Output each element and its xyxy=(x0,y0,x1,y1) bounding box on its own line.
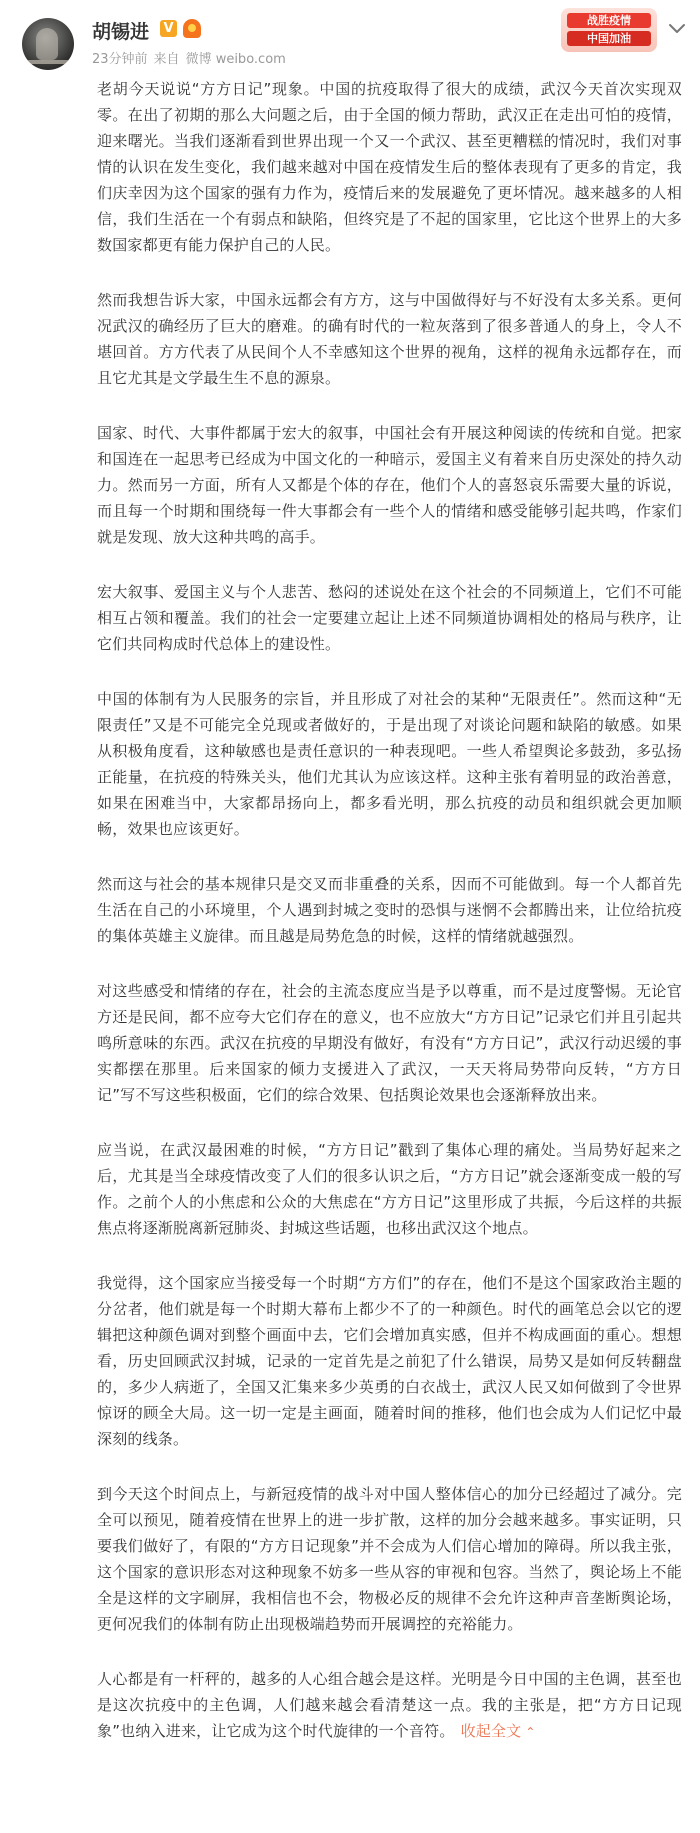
post-paragraph-text: 人心都是有一杆秤的，越多的人心组合越会是这样。光明是今日中国的主色调，甚至也是这次抗疫中的主色调，人们越来越会看清楚这一点。我的主张是，把“方方日记现象”也纳入进来，让它成为这个时代旋律的一个音符。 xyxy=(97,1670,682,1740)
post-body xyxy=(97,76,682,1745)
collapse-full-text-link[interactable] xyxy=(461,1722,536,1740)
post-paragraph: 我觉得，这个国家应当接受每一个时期“方方们”的存在，他们不是这个国家政治主题的分岔者，他们就是每一个时期大幕布上都少不了的一种颜色。时代的画笔总会以它的逻辑把这种颜色调对到整个画面中去，它们会增加真实感，但并不构成画面的重心。想想看，历史回顾武汉封城，记录的一定首先是之前犯了什么错误，局势又是如何反转翻盘的，多少人病逝了，全国又汇集来多少英勇的白衣战士，武汉人民又如何做到了令世界惊讶的顾全大局。这一切一定是主画面，随着时间的推移，他们也会成为人们记忆中最深刻的线条。 xyxy=(97,1274,682,1448)
avatar-figure xyxy=(36,28,58,60)
post-paragraph: 对这些感受和情绪的存在，社会的主流态度应当是予以尊重，而不是过度警惕。无论官方还是民间，都不应夸大它们存在的意义，也不应放大“方方日记”记录它们并且引起共鸣所意味的东西。武汉在抗疫的早期没有做好，有没有“方方日记”，武汉行动迟缓的事实都摆在那里。后来国家的倾力支援进入了武汉，一天天将局势带向反转，“方方日记”写不写这些积极面，它们的综合效果、包括舆论效果也会逐渐释放出来。 xyxy=(97,982,682,1104)
post-paragraph: 宏大叙事、爱国主义与个人悲苦、愁闷的述说处在这个社会的不同频道上，它们不可能相互占领和覆盖。我们的社会一定要建立起让上述不同频道协调相处的格局与秩序，让它们共同构成时代总体上的建设性。 xyxy=(97,583,682,653)
avatar[interactable] xyxy=(22,18,74,70)
post-paragraph: 然而这与社会的基本规律只是交叉而非重叠的关系，因而不可能做到。每一个人都首先生活在自己的小环境里，个人遇到封城之变时的恐惧与迷惘不会都腾出来，让位给抗疫的集体英雄主义旋律。而且越是局势危急的时候，这样的情绪就越强烈。 xyxy=(97,875,682,945)
verified-v-icon: V xyxy=(160,20,177,37)
post-header xyxy=(0,0,700,80)
post-time[interactable]: 23分钟前 xyxy=(92,52,148,67)
source-prefix: 来自 xyxy=(153,52,180,67)
author-name[interactable]: 胡锡进 xyxy=(92,21,150,43)
campaign-badge[interactable] xyxy=(561,8,657,52)
post-paragraph: 国家、时代、大事件都属于宏大的叙事，中国社会有开展这种阅读的传统和自觉。把家和国连在一起思考已经成为中国文化的一种暗示，爱国主义有着来自历史深处的持久动力。然而另一方面，所有人又都是个体的存在，他们个人的喜怒哀乐需要大量的诉说，而且每一个时期和围绕每一件大事都会有一些个人的情绪和感受能够引起共鸣，作家们就是发现、放大这种共鸣的高手。 xyxy=(97,424,682,546)
campaign-badge-line2: 中国加油 xyxy=(567,31,651,46)
post-paragraph: 到今天这个时间点上，与新冠疫情的战斗对中国人整体信心的加分已经超过了减分。完全可以预见，随着疫情在世界上的进一步扩散，这样的加分会越来越多。事实证明，只要我们做好了，有限的“方方日记现象”并不会成为人们信心增加的障碍。所以我主张，这个国家的意识形态对这种现象不妨多一些从容的审视和包容。当然了，舆论场上不能全是这样的文字刷屏，我相信也不会，物极必反的规律不会允许这种声音垄断舆论场，更何况我们的体制有防止出现极端趋势而开展调控的充裕能力。 xyxy=(97,1485,682,1633)
campaign-badge-line1: 战胜疫情 xyxy=(567,13,651,28)
member-level-icon xyxy=(183,19,201,38)
post-paragraph: 应当说，在武汉最困难的时候，“方方日记”戳到了集体心理的痛处。当局势好起来之后，尤其是当全球疫情改变了人们的很多认识之后，“方方日记”就会逐渐变成一般的写作。之前个人的小焦虑和公众的大焦虑在“方方日记”这里形成了共振，今后这样的共振焦点将逐渐脱离新冠肺炎、封城这些话题，也移出武汉这个地点。 xyxy=(97,1141,682,1237)
post-paragraph: 老胡今天说说“方方日记”现象。中国的抗疫取得了很大的成绩，武汉今天首次实现双零。在出了初期的那么大问题之后，由于全国的倾力帮助，武汉正在走出可怕的疫情，迎来曙光。当我们逐渐看到世界出现一个又一个武汉、甚至更糟糕的情况时，我们对事情的认识在发生变化，我们越来越对中国在疫情发生后的整体表现有了更多的肯定，我们庆幸因为这个国家的强有力作为，疫情后来的发展避免了更坏情况。越来越多的人相信，我们生活在一个有弱点和缺陷，但终究是了不起的国家里，它比这个世界上的大多数国家都更有能力保护自己的人民。 xyxy=(97,80,682,254)
post-source[interactable]: 微博 weibo.com xyxy=(185,52,286,67)
collapse-label: 收起全文 xyxy=(460,1722,522,1740)
avatar-caption xyxy=(28,60,68,64)
post-paragraph: 中国的体制有为人民服务的宗旨，并且形成了对社会的某种“无限责任”。然而这种“无限责任”又是不可能完全兑现或者做好的，于是出现了对谈论问题和缺陷的敏感。如果从积极角度看，这种敏感也是责任意识的一种表现吧。一些人希望舆论多鼓劲，多弘扬正能量，在抗疫的特殊关头，他们尤其认为应该这样。这种主张有着明显的政治善意，如果在困难当中，大家都昂扬向上，都多看光明，那么抗疫的动员和组织就会更加顺畅，效果也应该更好。 xyxy=(97,690,682,838)
chevron-down-icon[interactable] xyxy=(665,16,689,40)
post-paragraph-last xyxy=(97,1666,682,1745)
chevron-up-icon: ⌃ xyxy=(525,1725,536,1739)
post-paragraph: 然而我想告诉大家，中国永远都会有方方，这与中国做得好与不好没有太多关系。更何况武汉的确经历了巨大的磨难。的确有时代的一粒灰落到了很多普通人的身上，令人不堪回首。方方代表了从民间个人不幸感知这个世界的视角，这样的视角永远都存在，而且它尤其是文学最生生不息的源泉。 xyxy=(97,291,682,387)
post-meta xyxy=(92,48,292,67)
